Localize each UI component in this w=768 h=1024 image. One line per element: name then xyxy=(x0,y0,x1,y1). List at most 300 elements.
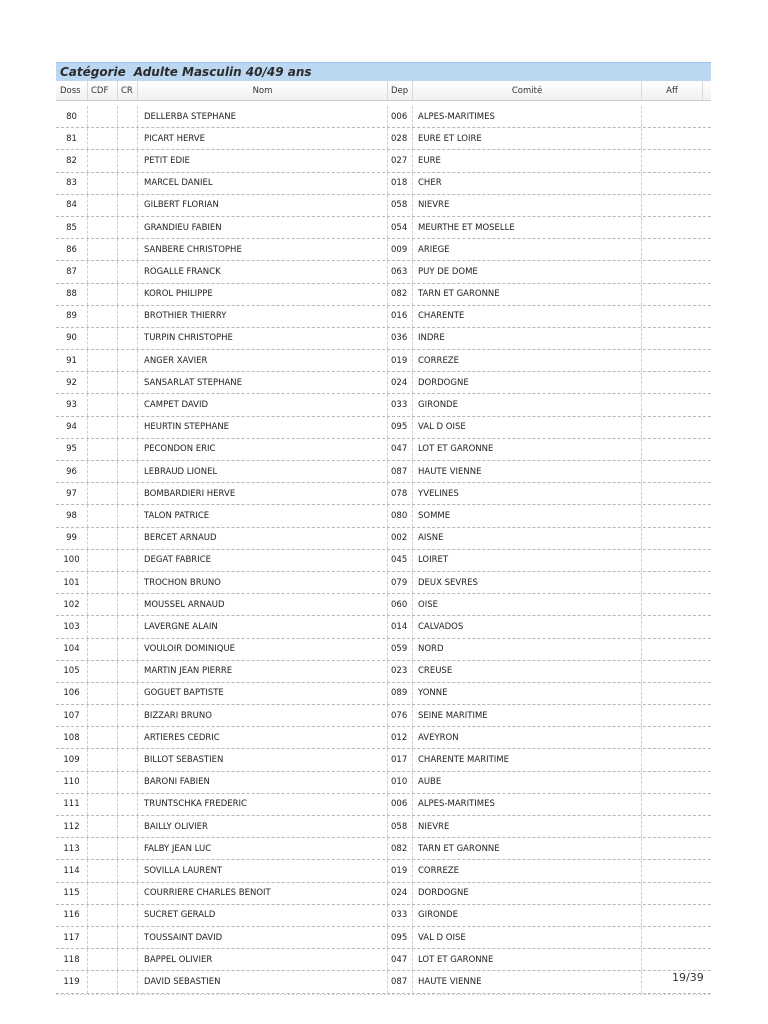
cell-doss: 111 xyxy=(56,794,88,815)
cell-nom: SUCRET GERALD xyxy=(138,905,388,926)
cell-comite: CORREZE xyxy=(413,860,642,881)
cell-nom: BOMBARDIERI HERVE xyxy=(138,483,388,504)
cell-aff xyxy=(642,261,703,282)
cell-nom: BROTHIER THIERRY xyxy=(138,306,388,327)
table-row xyxy=(56,217,711,239)
cell-aff xyxy=(642,794,703,815)
cell-doss: 97 xyxy=(56,483,88,504)
cell-doss: 83 xyxy=(56,173,88,194)
cell-doss: 119 xyxy=(56,971,88,992)
cell-doss: 93 xyxy=(56,394,88,415)
cell-cr xyxy=(118,328,138,349)
cell-nom: BAPPEL OLIVIER xyxy=(138,949,388,970)
cell-cr xyxy=(118,572,138,593)
cell-cdf xyxy=(88,284,118,305)
cell-aff xyxy=(642,505,703,526)
table-row xyxy=(56,150,711,172)
table-row xyxy=(56,661,711,683)
cell-cr xyxy=(118,350,138,371)
cell-dep: 018 xyxy=(388,173,413,194)
cell-cr xyxy=(118,594,138,615)
cell-dep: 095 xyxy=(388,927,413,948)
cell-cdf xyxy=(88,616,118,637)
cell-doss: 80 xyxy=(56,106,88,127)
cell-cdf xyxy=(88,639,118,660)
table-row xyxy=(56,261,711,283)
table-row xyxy=(56,683,711,705)
cell-comite: ALPES-MARITIMES xyxy=(413,794,642,815)
cell-doss: 107 xyxy=(56,705,88,726)
cell-cdf xyxy=(88,417,118,438)
cell-doss: 101 xyxy=(56,572,88,593)
cell-aff xyxy=(642,195,703,216)
col-cr: CR xyxy=(118,81,138,100)
cell-dep: 060 xyxy=(388,594,413,615)
col-doss: Doss xyxy=(56,81,88,100)
cell-dep: 002 xyxy=(388,528,413,549)
table-row xyxy=(56,794,711,816)
cell-nom: FALBY JEAN LUC xyxy=(138,838,388,859)
cell-cr xyxy=(118,616,138,637)
cell-nom: BAILLY OLIVIER xyxy=(138,816,388,837)
cell-cdf xyxy=(88,195,118,216)
cell-aff xyxy=(642,927,703,948)
table-row xyxy=(56,639,711,661)
cell-nom: DELLERBA STEPHANE xyxy=(138,106,388,127)
cell-cr xyxy=(118,173,138,194)
cell-aff xyxy=(642,150,703,171)
cell-cr xyxy=(118,239,138,260)
cell-aff xyxy=(642,128,703,149)
cell-aff xyxy=(642,439,703,460)
cell-nom: GILBERT FLORIAN xyxy=(138,195,388,216)
cell-aff xyxy=(642,550,703,571)
cell-dep: 080 xyxy=(388,505,413,526)
cell-cr xyxy=(118,727,138,748)
cell-nom: PECONDON ERIC xyxy=(138,439,388,460)
cell-comite: CALVADOS xyxy=(413,616,642,637)
cell-comite: HAUTE VIENNE xyxy=(413,461,642,482)
cell-nom: SOVILLA LAURENT xyxy=(138,860,388,881)
cell-dep: 087 xyxy=(388,971,413,992)
cell-comite: YVELINES xyxy=(413,483,642,504)
cell-dep: 024 xyxy=(388,372,413,393)
cell-nom: MOUSSEL ARNAUD xyxy=(138,594,388,615)
cell-cr xyxy=(118,372,138,393)
cell-doss: 109 xyxy=(56,749,88,770)
cell-dep: 016 xyxy=(388,306,413,327)
cell-doss: 85 xyxy=(56,217,88,238)
table-row xyxy=(56,306,711,328)
cell-comite: NORD xyxy=(413,639,642,660)
table-row xyxy=(56,439,711,461)
table-row xyxy=(56,128,711,150)
table-row xyxy=(56,417,711,439)
cell-cdf xyxy=(88,106,118,127)
cell-dep: 006 xyxy=(388,106,413,127)
cell-dep: 033 xyxy=(388,905,413,926)
cell-aff xyxy=(642,949,703,970)
cell-cr xyxy=(118,439,138,460)
cell-doss: 103 xyxy=(56,616,88,637)
cell-aff xyxy=(642,350,703,371)
cell-cdf xyxy=(88,505,118,526)
cell-doss: 102 xyxy=(56,594,88,615)
cell-nom: CAMPET DAVID xyxy=(138,394,388,415)
table-row xyxy=(56,350,711,372)
cell-aff xyxy=(642,594,703,615)
cell-cr xyxy=(118,106,138,127)
cell-cr xyxy=(118,816,138,837)
cell-doss: 90 xyxy=(56,328,88,349)
cell-cr xyxy=(118,483,138,504)
cell-cdf xyxy=(88,971,118,992)
cell-doss: 105 xyxy=(56,661,88,682)
category-value: Adulte Masculin 40/49 ans xyxy=(133,65,312,79)
table-row xyxy=(56,239,711,261)
table-row xyxy=(56,328,711,350)
cell-aff xyxy=(642,816,703,837)
cell-dep: 009 xyxy=(388,239,413,260)
cell-aff xyxy=(642,616,703,637)
cell-comite: MEURTHE ET MOSELLE xyxy=(413,217,642,238)
cell-cdf xyxy=(88,860,118,881)
cell-doss: 112 xyxy=(56,816,88,837)
cell-dep: 047 xyxy=(388,439,413,460)
cell-dep: 027 xyxy=(388,150,413,171)
cell-nom: BARONI FABIEN xyxy=(138,772,388,793)
cell-nom: COURRIERE CHARLES BENOIT xyxy=(138,883,388,904)
cell-dep: 079 xyxy=(388,572,413,593)
cell-aff xyxy=(642,372,703,393)
cell-nom: ROGALLE FRANCK xyxy=(138,261,388,282)
cell-aff xyxy=(642,772,703,793)
cell-comite: EURE ET LOIRE xyxy=(413,128,642,149)
cell-cr xyxy=(118,772,138,793)
cell-comite: DEUX SEVRES xyxy=(413,572,642,593)
cell-aff xyxy=(642,639,703,660)
table-continuation xyxy=(56,994,711,1002)
cell-cr xyxy=(118,217,138,238)
cell-nom: SANBERE CHRISTOPHE xyxy=(138,239,388,260)
cell-cdf xyxy=(88,483,118,504)
cell-aff xyxy=(642,883,703,904)
cell-nom: ANGER XAVIER xyxy=(138,350,388,371)
cell-doss: 84 xyxy=(56,195,88,216)
cell-comite: GIRONDE xyxy=(413,905,642,926)
cell-nom: TROCHON BRUNO xyxy=(138,572,388,593)
cell-dep: 017 xyxy=(388,749,413,770)
cell-cdf xyxy=(88,683,118,704)
cell-nom: TRUNTSCHKA FREDERIC xyxy=(138,794,388,815)
cell-cdf xyxy=(88,217,118,238)
cell-dep: 082 xyxy=(388,838,413,859)
cell-comite: AVEYRON xyxy=(413,727,642,748)
cell-nom: GRANDIEU FABIEN xyxy=(138,217,388,238)
cell-nom: TALON PATRICE xyxy=(138,505,388,526)
cell-doss: 94 xyxy=(56,417,88,438)
cell-doss: 116 xyxy=(56,905,88,926)
col-comite: Comité xyxy=(413,81,642,100)
cell-comite: TARN ET GARONNE xyxy=(413,838,642,859)
cell-nom: ARTIERES CEDRIC xyxy=(138,727,388,748)
cell-comite: OISE xyxy=(413,594,642,615)
cell-doss: 117 xyxy=(56,927,88,948)
cell-doss: 86 xyxy=(56,239,88,260)
cell-cdf xyxy=(88,772,118,793)
cell-cr xyxy=(118,128,138,149)
cell-aff xyxy=(642,749,703,770)
cell-doss: 92 xyxy=(56,372,88,393)
cell-aff xyxy=(642,727,703,748)
cell-dep: 019 xyxy=(388,350,413,371)
cell-cr xyxy=(118,417,138,438)
cell-doss: 99 xyxy=(56,528,88,549)
col-nom: Nom xyxy=(138,81,388,100)
cell-doss: 98 xyxy=(56,505,88,526)
cell-cdf xyxy=(88,838,118,859)
cell-cdf xyxy=(88,328,118,349)
cell-comite: NIEVRE xyxy=(413,195,642,216)
category-header xyxy=(56,62,711,81)
cell-comite: AISNE xyxy=(413,528,642,549)
cell-comite: VAL D OISE xyxy=(413,927,642,948)
cell-cr xyxy=(118,284,138,305)
cell-doss: 95 xyxy=(56,439,88,460)
page-number: 19/39 xyxy=(672,971,704,984)
cell-cdf xyxy=(88,572,118,593)
cell-nom: SANSARLAT STEPHANE xyxy=(138,372,388,393)
table-row xyxy=(56,372,711,394)
cell-nom: GOGUET BAPTISTE xyxy=(138,683,388,704)
cell-comite: SEINE MARITIME xyxy=(413,705,642,726)
cell-cr xyxy=(118,927,138,948)
cell-cr xyxy=(118,528,138,549)
table-row xyxy=(56,461,711,483)
cell-doss: 89 xyxy=(56,306,88,327)
cell-nom: BILLOT SEBASTIEN xyxy=(138,749,388,770)
cell-cdf xyxy=(88,949,118,970)
cell-doss: 81 xyxy=(56,128,88,149)
cell-dep: 010 xyxy=(388,772,413,793)
cell-cdf xyxy=(88,439,118,460)
cell-aff xyxy=(642,328,703,349)
cell-nom: DEGAT FABRICE xyxy=(138,550,388,571)
cell-dep: 023 xyxy=(388,661,413,682)
cell-comite: CREUSE xyxy=(413,661,642,682)
cell-aff xyxy=(642,217,703,238)
cell-cdf xyxy=(88,239,118,260)
cell-comite: NIEVRE xyxy=(413,816,642,837)
cell-doss: 110 xyxy=(56,772,88,793)
cell-dep: 089 xyxy=(388,683,413,704)
cell-comite: VAL D OISE xyxy=(413,417,642,438)
cell-comite: PUY DE DOME xyxy=(413,261,642,282)
cell-cr xyxy=(118,949,138,970)
cell-doss: 106 xyxy=(56,683,88,704)
cell-aff xyxy=(642,838,703,859)
cell-dep: 036 xyxy=(388,328,413,349)
cell-cr xyxy=(118,550,138,571)
cell-cr xyxy=(118,639,138,660)
cell-aff xyxy=(642,683,703,704)
cell-nom: MARTIN JEAN PIERRE xyxy=(138,661,388,682)
cell-cr xyxy=(118,505,138,526)
cell-cdf xyxy=(88,883,118,904)
cell-dep: 045 xyxy=(388,550,413,571)
cell-cr xyxy=(118,883,138,904)
table-row xyxy=(56,749,711,771)
cell-aff xyxy=(642,528,703,549)
cell-cr xyxy=(118,838,138,859)
cell-cr xyxy=(118,150,138,171)
cell-nom: BERCET ARNAUD xyxy=(138,528,388,549)
cell-doss: 100 xyxy=(56,550,88,571)
cell-doss: 88 xyxy=(56,284,88,305)
cell-cdf xyxy=(88,927,118,948)
cell-aff xyxy=(642,306,703,327)
cell-aff xyxy=(642,394,703,415)
cell-cdf xyxy=(88,749,118,770)
cell-cdf xyxy=(88,461,118,482)
cell-cr xyxy=(118,749,138,770)
cell-dep: 014 xyxy=(388,616,413,637)
cell-comite: LOT ET GARONNE xyxy=(413,949,642,970)
cell-cdf xyxy=(88,128,118,149)
table-row xyxy=(56,106,711,128)
cell-comite: LOIRET xyxy=(413,550,642,571)
cell-cdf xyxy=(88,705,118,726)
table-row xyxy=(56,727,711,749)
cell-comite: INDRE xyxy=(413,328,642,349)
cell-cdf xyxy=(88,794,118,815)
cell-nom: VOULOIR DOMINIQUE xyxy=(138,639,388,660)
cell-comite: LOT ET GARONNE xyxy=(413,439,642,460)
cell-dep: 076 xyxy=(388,705,413,726)
cell-comite: DORDOGNE xyxy=(413,372,642,393)
table-row xyxy=(56,195,711,217)
cell-aff xyxy=(642,483,703,504)
cell-nom: LAVERGNE ALAIN xyxy=(138,616,388,637)
table-row xyxy=(56,838,711,860)
table-row xyxy=(56,284,711,306)
table-row xyxy=(56,883,711,905)
cell-doss: 118 xyxy=(56,949,88,970)
cell-dep: 024 xyxy=(388,883,413,904)
cell-dep: 059 xyxy=(388,639,413,660)
table-row xyxy=(56,816,711,838)
cell-cdf xyxy=(88,550,118,571)
cell-nom: MARCEL DANIEL xyxy=(138,173,388,194)
cell-cr xyxy=(118,394,138,415)
cell-cdf xyxy=(88,350,118,371)
col-aff: Aff xyxy=(642,81,703,100)
cell-dep: 047 xyxy=(388,949,413,970)
table-row xyxy=(56,505,711,527)
cell-aff xyxy=(642,417,703,438)
cell-comite: CHER xyxy=(413,173,642,194)
cell-cr xyxy=(118,683,138,704)
cell-aff xyxy=(642,106,703,127)
cell-nom: BIZZARI BRUNO xyxy=(138,705,388,726)
cell-comite: CORREZE xyxy=(413,350,642,371)
table-row xyxy=(56,528,711,550)
cell-cdf xyxy=(88,394,118,415)
cell-cr xyxy=(118,306,138,327)
cell-aff xyxy=(642,572,703,593)
cell-dep: 033 xyxy=(388,394,413,415)
table-row xyxy=(56,572,711,594)
cell-doss: 113 xyxy=(56,838,88,859)
cell-dep: 095 xyxy=(388,417,413,438)
table-row xyxy=(56,971,711,993)
col-cdf: CDF xyxy=(88,81,118,100)
cell-cr xyxy=(118,971,138,992)
cell-dep: 054 xyxy=(388,217,413,238)
table-row xyxy=(56,616,711,638)
cell-aff xyxy=(642,661,703,682)
results-page xyxy=(56,62,711,1002)
cell-dep: 063 xyxy=(388,261,413,282)
cell-cdf xyxy=(88,816,118,837)
cell-comite: GIRONDE xyxy=(413,394,642,415)
cell-cr xyxy=(118,794,138,815)
cell-dep: 028 xyxy=(388,128,413,149)
table-row xyxy=(56,550,711,572)
cell-cr xyxy=(118,661,138,682)
cell-cdf xyxy=(88,306,118,327)
cell-doss: 91 xyxy=(56,350,88,371)
cell-cr xyxy=(118,860,138,881)
cell-cdf xyxy=(88,150,118,171)
cell-nom: PETIT EDIE xyxy=(138,150,388,171)
cell-nom: DAVID SEBASTIEN xyxy=(138,971,388,992)
cell-nom: KOROL PHILIPPE xyxy=(138,284,388,305)
table-row xyxy=(56,772,711,794)
cell-cdf xyxy=(88,173,118,194)
cell-doss: 104 xyxy=(56,639,88,660)
cell-dep: 006 xyxy=(388,794,413,815)
cell-cdf xyxy=(88,594,118,615)
cell-nom: TURPIN CHRISTOPHE xyxy=(138,328,388,349)
cell-comite: YONNE xyxy=(413,683,642,704)
table-row xyxy=(56,949,711,971)
table-row xyxy=(56,927,711,949)
cell-doss: 87 xyxy=(56,261,88,282)
cell-cdf xyxy=(88,261,118,282)
cell-comite: CHARENTE xyxy=(413,306,642,327)
category-label: Catégorie xyxy=(60,65,126,79)
cell-nom: LEBRAUD LIONEL xyxy=(138,461,388,482)
cell-cdf xyxy=(88,372,118,393)
cell-doss: 114 xyxy=(56,860,88,881)
cell-doss: 96 xyxy=(56,461,88,482)
cell-dep: 082 xyxy=(388,284,413,305)
cell-comite: ALPES-MARITIMES xyxy=(413,106,642,127)
cell-cr xyxy=(118,261,138,282)
cell-dep: 012 xyxy=(388,727,413,748)
cell-aff xyxy=(642,239,703,260)
cell-comite: DORDOGNE xyxy=(413,883,642,904)
cell-cr xyxy=(118,905,138,926)
cell-cr xyxy=(118,705,138,726)
cell-dep: 078 xyxy=(388,483,413,504)
column-header-row xyxy=(56,81,711,101)
cell-dep: 087 xyxy=(388,461,413,482)
cell-doss: 82 xyxy=(56,150,88,171)
cell-dep: 058 xyxy=(388,816,413,837)
cell-comite: TARN ET GARONNE xyxy=(413,284,642,305)
